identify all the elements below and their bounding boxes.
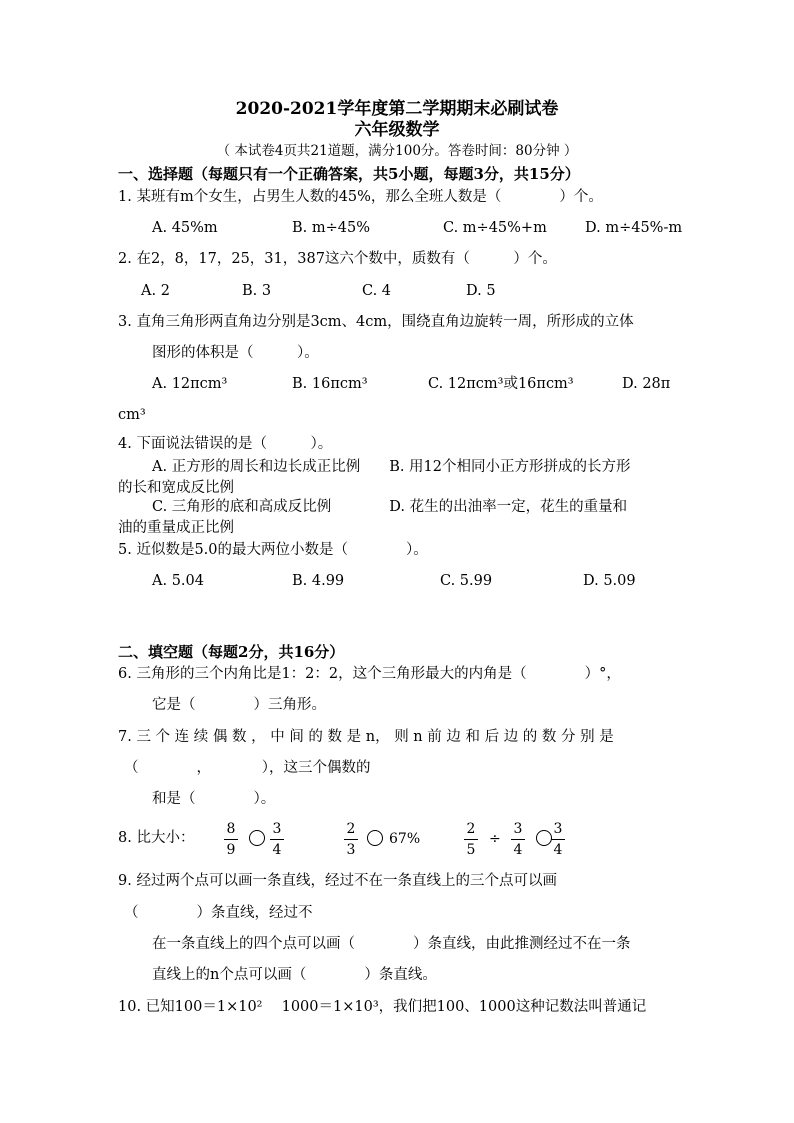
q4-stem: 4. 下面说法错误的是（ ）。 <box>118 436 333 452</box>
q9-line1: 9. 经过两个点可以画一条直线，经过不在一条直线上的三个点可以画 <box>118 873 557 889</box>
q3-stem-line2: 图形的体积是（ ）。 <box>152 345 319 361</box>
section1-heading: 一、选择题（每题只有一个正确答案，共5小题，每题3分，共15分） <box>118 165 580 183</box>
q4-line3: C. 三角形的底和高成反比例 D. 花生的出油率一定，花生的重量和 <box>152 499 628 515</box>
q8-compare-circle-1[interactable] <box>249 830 265 846</box>
exam-subtitle: 六年级数学 <box>354 120 440 140</box>
q10-line1: 10. 已知100＝1×10² 1000＝1×10³，我们把100、1000这种记数法叫普通记 <box>118 999 647 1015</box>
q5-option-d: D. 5.09 <box>583 573 636 589</box>
q4-line1: A. 正方形的周长和边长成正比例 B. 用12个相同小正方形拼成的长方形 <box>152 459 631 475</box>
q3-stem-line1: 3. 直角三角形两直角边分别是3cm、4cm，围绕直角边旋转一周，所形成的立体 <box>118 314 634 330</box>
q9-line4: 直线上的n个点可以画（ ）条直线。 <box>152 967 437 983</box>
q5-stem: 5. 近似数是5.0的最大两位小数是（ ）。 <box>118 542 428 558</box>
q2-stem: 2. 在2，8，17，25，31，387这六个数中，质数有（ ）个。 <box>118 251 557 267</box>
q8-fraction-8-9: 8 9 <box>224 822 238 857</box>
q8-label: 8. 比大小： <box>118 830 195 846</box>
q3-option-d-unit: cm³ <box>118 407 146 423</box>
q9-line3: 在一条直线上的四个点可以画（ ）条直线，由此推测经过不在一条 <box>152 936 631 952</box>
exam-info: （ 本试卷4页共21道题，满分100分。答卷时间：80分钟 ） <box>216 143 578 159</box>
q3-option-a: A. 12πcm³ <box>152 376 228 392</box>
q8-fraction-3-4-c: 3 4 <box>551 822 565 857</box>
q8-fraction-3-4-a: 3 4 <box>270 822 284 857</box>
q3-option-b: B. 16πcm³ <box>292 376 368 392</box>
q8-compare-circle-3[interactable] <box>536 830 552 846</box>
q8-fraction-2-3: 2 3 <box>344 822 358 857</box>
q2-option-c: C. 4 <box>362 283 392 299</box>
q1-option-c: C. m÷45%+m <box>443 220 547 236</box>
q8-fraction-2-5: 2 5 <box>464 822 478 857</box>
q5-option-a: A. 5.04 <box>152 573 204 589</box>
q8-fraction-3-4-b: 3 4 <box>511 822 525 857</box>
q5-option-b: B. 4.99 <box>292 573 345 589</box>
q4-line4: 油的重量成正比例 <box>118 520 234 536</box>
q4-line2: 的长和宽成反比例 <box>118 480 234 496</box>
q6-line2: 它是（ ）三角形。 <box>152 697 326 713</box>
q1-option-d: D. m÷45%-m <box>585 220 683 236</box>
q2-option-d: D. 5 <box>466 283 496 299</box>
q3-option-d: D. 28π <box>622 376 671 392</box>
q3-option-c: C. 12πcm³或16πcm³ <box>428 376 574 392</box>
q6-line1: 6. 三角形的三个内角比是1：2：2，这个三角形最大的内角是（ ）°， <box>118 666 621 682</box>
q1-option-a: A. 45%m <box>152 220 218 236</box>
q2-option-b: B. 3 <box>242 283 272 299</box>
q7-line2: （ ， ），这三个偶数的 <box>124 760 371 776</box>
q8-percent: 67% <box>389 831 421 847</box>
q7-line3: 和是（ ）。 <box>152 791 276 807</box>
q5-option-c: C. 5.99 <box>440 573 493 589</box>
section2-heading: 二、填空题（每题2分，共16分） <box>118 643 345 661</box>
exam-title: 2020-2021学年度第二学期期末必刷试卷 <box>235 99 559 119</box>
q9-line2: （ ）条直线，经过不 <box>124 905 313 921</box>
q2-option-a: A. 2 <box>141 283 170 299</box>
q7-line1: 7. 三 个 连 续 偶 数 ， 中 间 的 数 是 n， 则 n 前 边 和 后 边 的 数 分 别 是 <box>118 729 614 745</box>
q8-divide-sign: ÷ <box>489 831 501 847</box>
q1-option-b: B. m÷45% <box>292 220 371 236</box>
q8-compare-circle-2[interactable] <box>367 830 383 846</box>
q1-stem: 1. 某班有m个女生，占男生人数的45%，那么全班人数是（ ）个。 <box>118 189 603 205</box>
